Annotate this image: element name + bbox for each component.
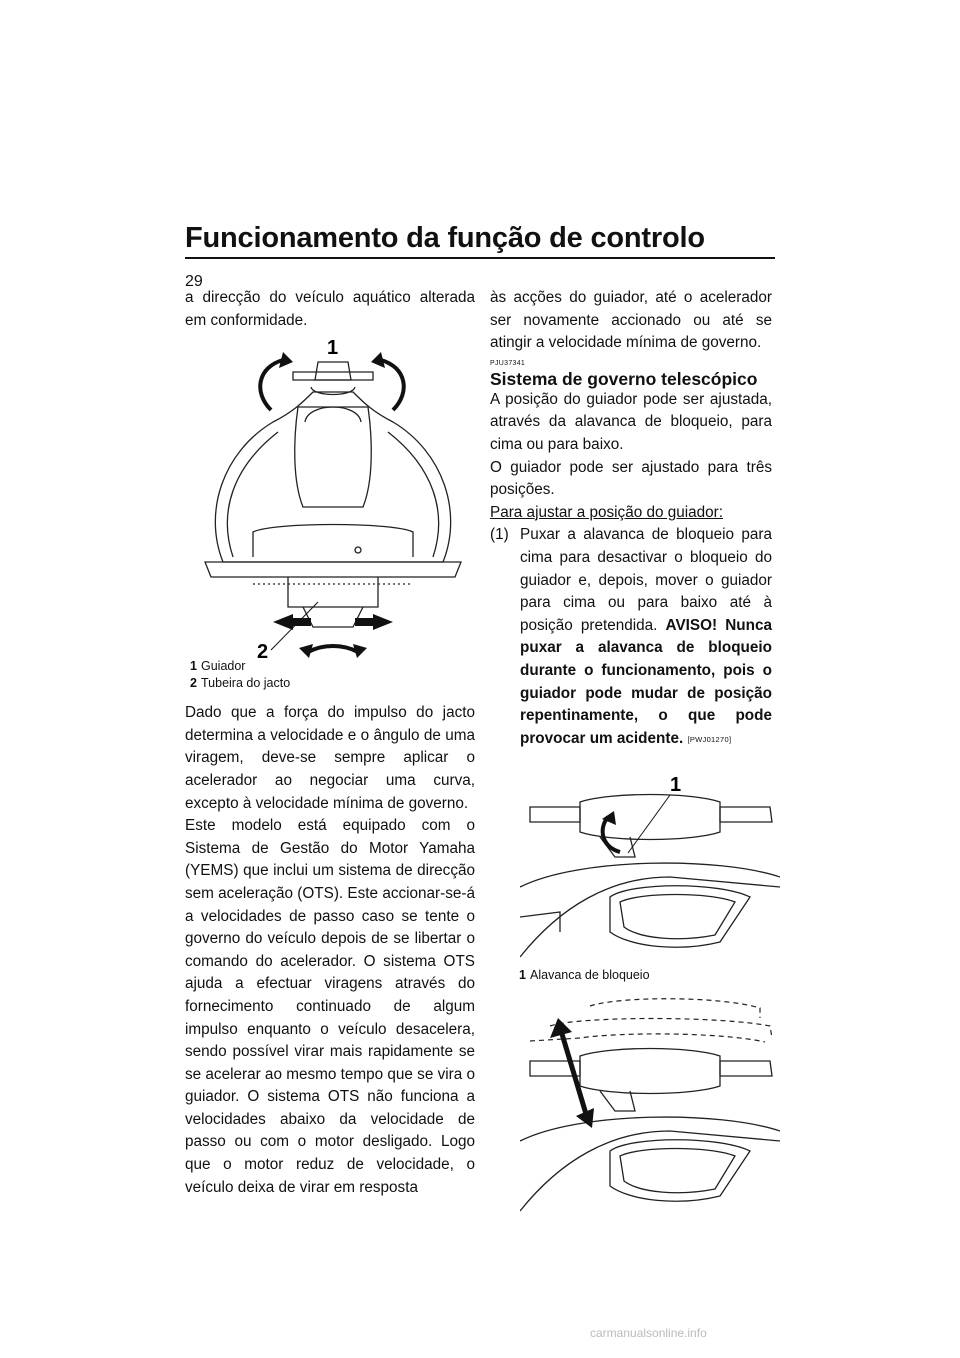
paragraph-positions: O guiador pode ser ajustado para três posições. (490, 458, 772, 499)
figure1-label-2: 2 (257, 641, 269, 661)
right-column (490, 287, 772, 1216)
watermark: carmanualsonline.info (590, 1326, 707, 1340)
procedure-step (490, 524, 772, 751)
continuation-text: às acções do guiador, até o acelerador ser novamente accionado ou até se atingir a velocidade mínima de governo. (490, 289, 772, 352)
step-text: Puxar a alavanca de bloqueio para cima para desactivar o bloqueio do guiador e, depois, mover o guiador para cima ou para baixo até à posição pretendida. (520, 526, 772, 634)
figure2-callouts (510, 967, 772, 984)
handlebar-positions-illustration (520, 996, 780, 1216)
figure-handlebar-positions (520, 996, 772, 1216)
figure-handlebar-lever (520, 767, 772, 967)
intro-text: a direcção do veículo aquático alterada em conformidade. (185, 289, 475, 329)
title-rule (185, 257, 775, 259)
figure1-callouts (181, 658, 475, 692)
paragraph-ots: Este modelo está equipado com o Sistema de Gestão do Motor Yamaha (YEMS) que inclui um sistema de direcção sem aceleração (OTS). Este accionar-se-á a velocidades de passo caso se tente o governo do veículo depois de se libertar o comando do acelerador. O sistema OTS ajuda a efectuar viragens através do fornecimento continuado de algum impulso enquanto o veículo desacelera, sendo possível virar mais rapidamente se se acelerar ao mesmo tempo que se vira o guiador. O sistema OTS não funciona a velocidades abaixo da velocidade de passo ou com o motor desligado. Logo que o motor reduz de velocidade, o veículo deixa de virar em resposta (185, 817, 475, 1196)
figure-jetski-top (193, 332, 475, 660)
handlebar-lever-illustration (520, 767, 780, 967)
left-column (185, 287, 475, 1199)
procedure-heading: Para ajustar a posição do guiador: (490, 503, 724, 521)
paragraph-impulse: Dado que a força do impulso do jacto determina a velocidade e o ângulo de uma viragem, deve-se sempre aplicar o acelerador ao negociar uma curva, excepto à velocidade mínima de governo. (185, 704, 475, 812)
callout-item: 1 Guiador (190, 659, 246, 674)
jetski-top-illustration (193, 332, 473, 660)
figure1-label-1: 1 (327, 337, 339, 360)
paragraph-adjust: A posição do guiador pode ser ajustada, através da alavanca de bloqueio, para cima ou para baixo. (490, 390, 772, 453)
warning-text: AVISO! Nunca puxar a alavanca de bloqueio durante o funcionamento, pois o guiador pode mudar de posição repentinamente, o que pode provocar um acidente. (520, 616, 772, 747)
warning-code: [PWJ01270] (687, 734, 732, 744)
page-title: Funcionamento da função de controlo (185, 222, 705, 254)
callout-item: 2 Tubeira do jacto (190, 676, 291, 691)
step-number: (1) (490, 526, 509, 544)
section-code: PJU37341 (490, 359, 526, 367)
page-number: 29 (185, 273, 203, 290)
figure2-label-1: 1 (670, 774, 682, 797)
section-title: Sistema de governo telescópico (490, 368, 758, 389)
callout-item: 1 Alavanca de bloqueio (519, 968, 650, 983)
